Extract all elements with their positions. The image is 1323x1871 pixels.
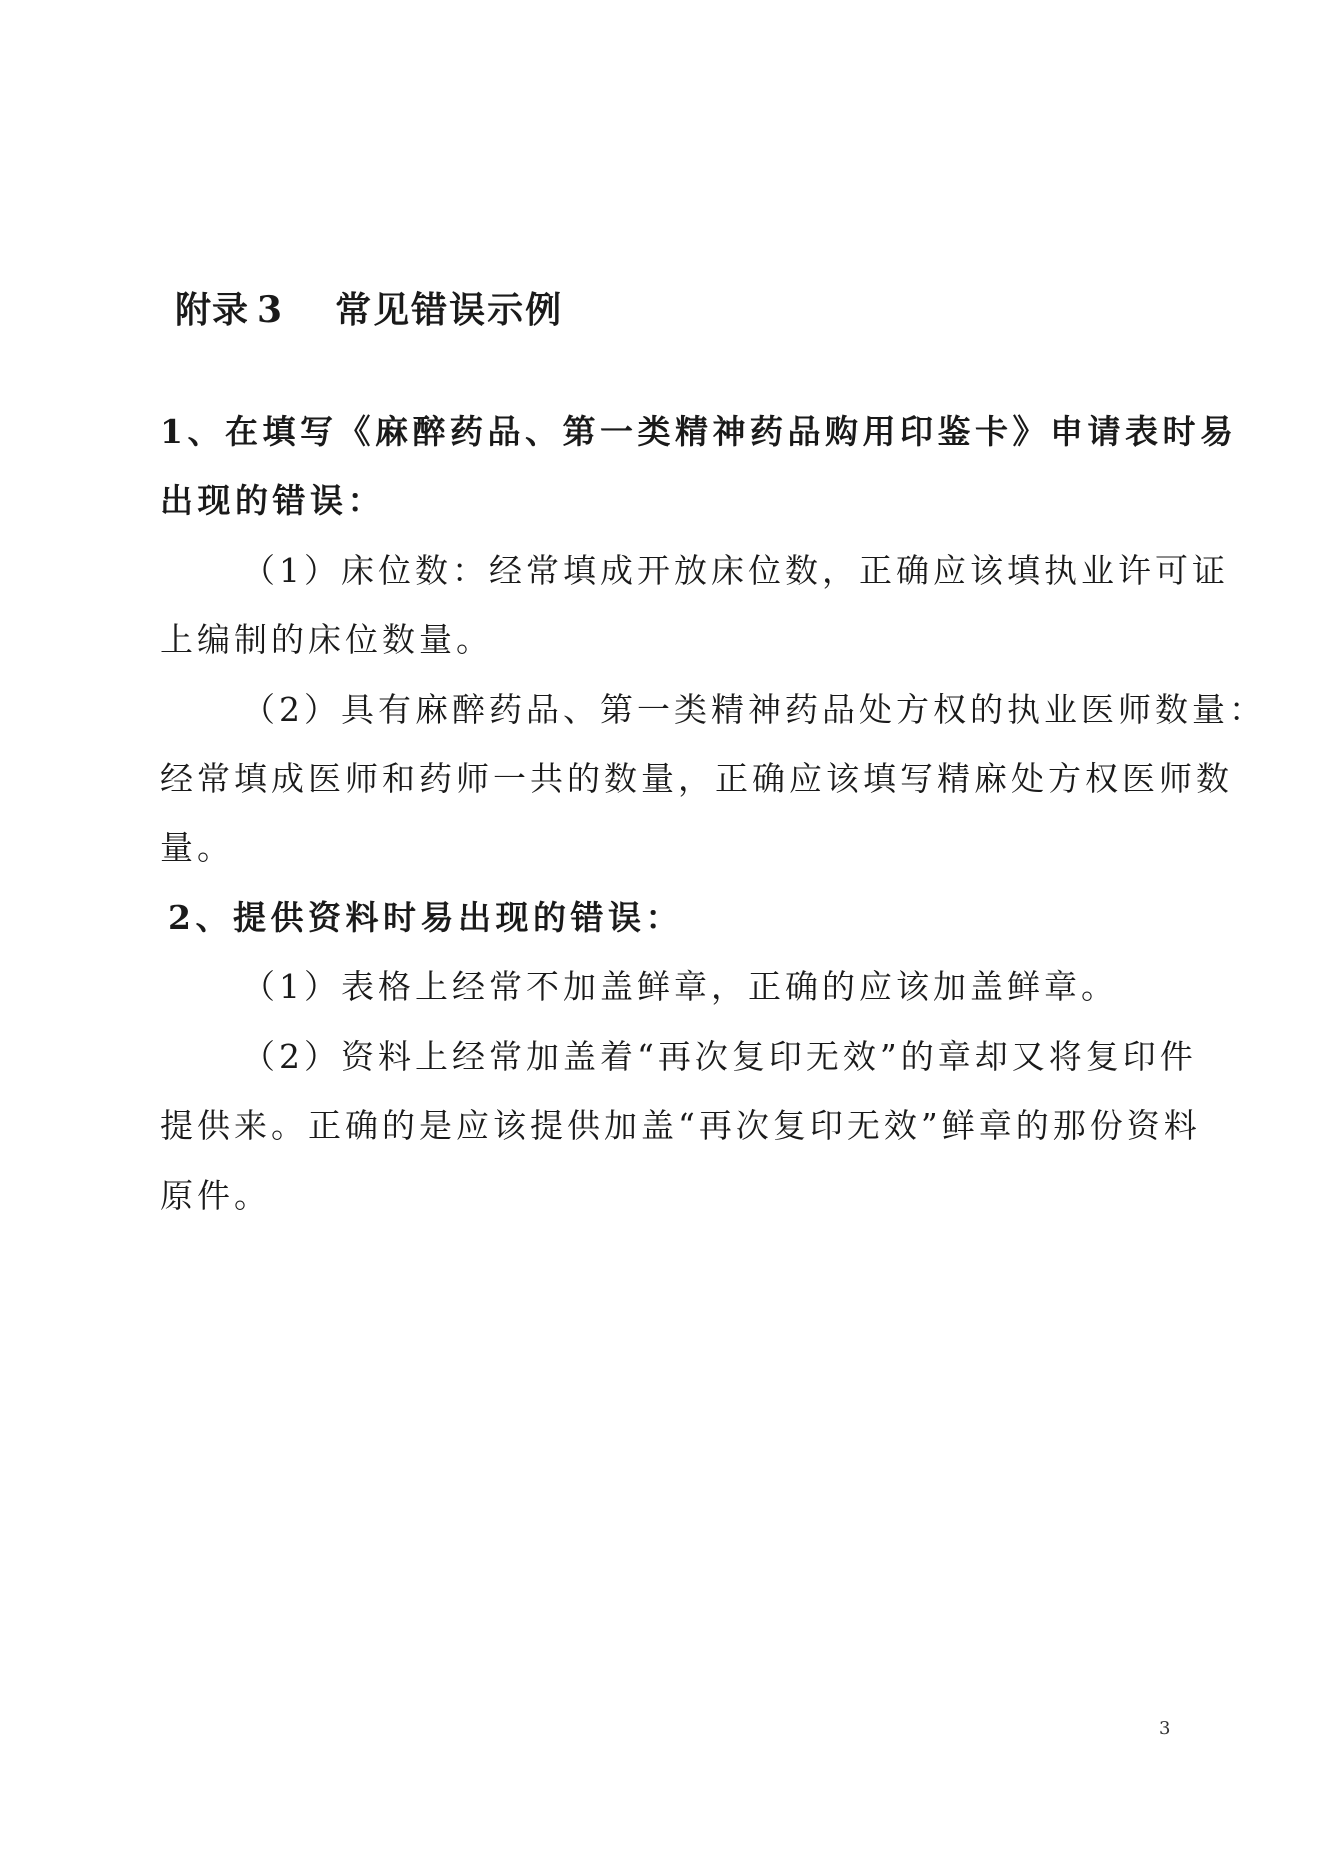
- section-2-item-2-line-2: 提供来。正确的是应该提供加盖“再次复印无效”鲜章的那份资料: [160, 1106, 1201, 1145]
- section-1-title-line-1: 1、在填写《麻醉药品、第一类精神药品购用印鉴卡》申请表时易: [160, 412, 1238, 451]
- section-1-title-line-2: 出现的错误：: [160, 481, 385, 520]
- section-2-item-2-line-1: （2）资料上经常加盖着“再次复印无效”的章却又将复印件: [242, 1037, 1197, 1076]
- section-1-item-2-line-1: （2）具有麻醉药品、第一类精神药品处方权的执业医师数量：: [242, 690, 1266, 729]
- heading-prefix: 附录: [175, 289, 250, 331]
- section-2-title-line-1: 2、提供资料时易出现的错误：: [168, 898, 683, 937]
- section-1-item-1-line-2: 上编制的床位数量。: [160, 620, 493, 659]
- section-1-item-2-line-2: 经常填成医师和药师一共的数量，正确应该填写精麻处方权医师数: [160, 759, 1233, 798]
- appendix-heading: [175, 282, 563, 333]
- section-1-item-2-line-3: 量。: [160, 828, 234, 867]
- section-2-item-2-line-3: 原件。: [160, 1176, 271, 1215]
- page-number: 3: [1159, 1718, 1171, 1739]
- section-2-item-1-line-1: （1）表格上经常不加盖鲜章，正确的应该加盖鲜章。: [242, 967, 1118, 1006]
- section-1-item-1-line-1: （1）床位数：经常填成开放床位数，正确应该填执业许可证: [242, 551, 1229, 590]
- heading-title: 常见错误示例: [335, 289, 564, 331]
- heading-number: 3: [257, 289, 284, 331]
